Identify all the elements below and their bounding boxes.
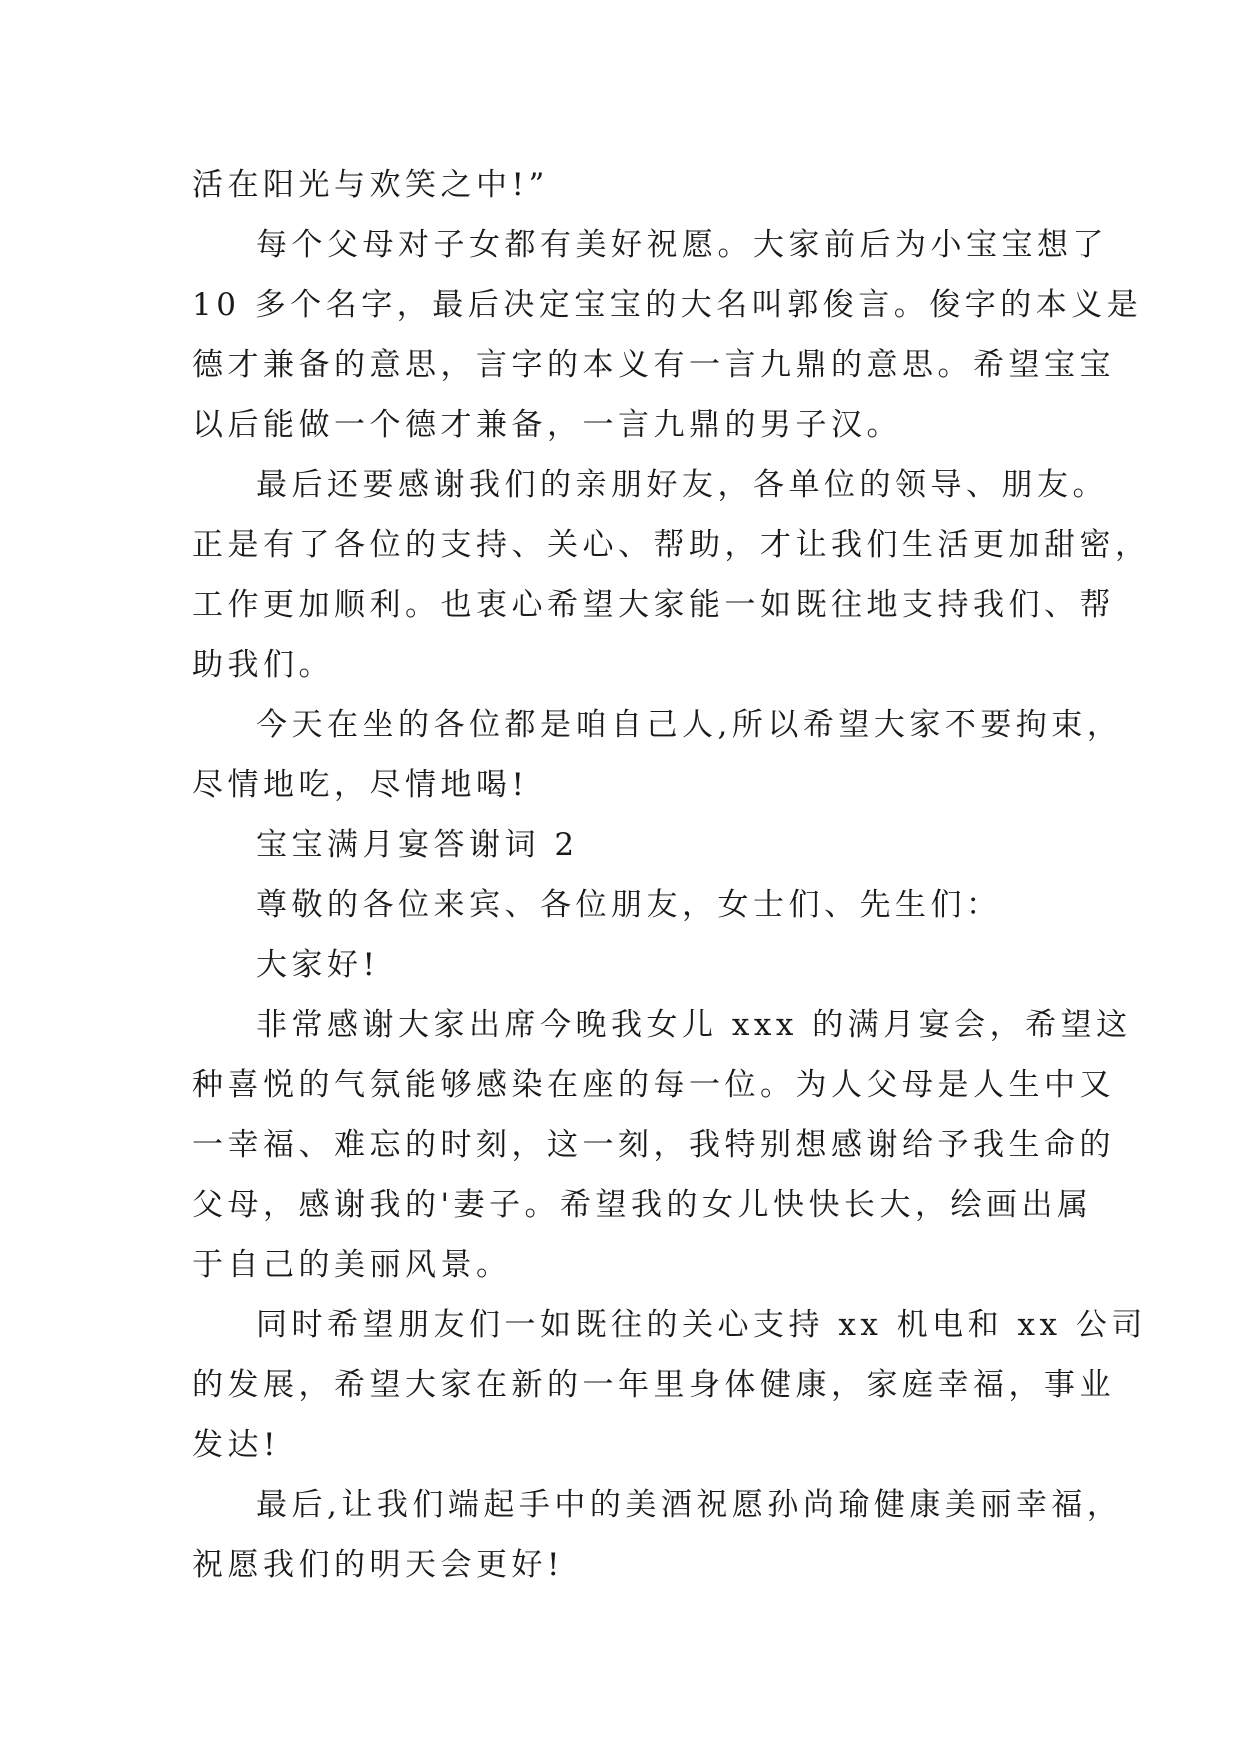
text-line: 祝愿我们的明天会更好! bbox=[192, 1547, 564, 1583]
text-line: 大家好! bbox=[256, 947, 380, 983]
paragraph-2 bbox=[192, 215, 1143, 455]
text-line: 尊敬的各位来宾、各位朋友，女士们、先生们： bbox=[256, 887, 1002, 923]
text-line: 同时希望朋友们一如既往的关心支持 xx 机电和 xx 公司 bbox=[256, 1307, 1147, 1343]
text-line: 一幸福、难忘的时刻，这一刻，我特别想感谢给予我生命的 bbox=[192, 1127, 1115, 1163]
text-line: 每个父母对子女都有美好祝愿。大家前后为小宝宝想了 bbox=[256, 227, 1108, 263]
text-line: 助我们。 bbox=[192, 647, 334, 683]
text-line: 最后,让我们端起手中的美酒祝愿孙尚瑜健康美丽幸福， bbox=[256, 1487, 1123, 1523]
text-line: 10 多个名字，最后决定宝宝的大名叫郭俊言。俊字的本义是 bbox=[192, 287, 1143, 323]
paragraph-9 bbox=[192, 1295, 1147, 1475]
salutation bbox=[192, 875, 1064, 935]
paragraph-4 bbox=[192, 695, 1123, 815]
text-line: 宝宝满月宴答谢词 2 bbox=[256, 827, 579, 863]
section-heading bbox=[192, 815, 1064, 875]
greeting bbox=[192, 935, 1064, 995]
text-line: 今天在坐的各位都是咱自己人,所以希望大家不要拘束， bbox=[256, 707, 1123, 743]
text-line: 发达! bbox=[192, 1427, 280, 1463]
text-line: 德才兼备的意思，言字的本义有一言九鼎的意思。希望宝宝 bbox=[192, 347, 1115, 383]
text-line: 最后还要感谢我们的亲朋好友，各单位的领导、朋友。 bbox=[256, 467, 1108, 503]
paragraph-3 bbox=[192, 455, 1151, 695]
text-line: 种喜悦的气氛能够感染在座的每一位。为人父母是人生中又 bbox=[192, 1067, 1115, 1103]
document-body bbox=[192, 155, 1151, 1595]
text-line: 的发展，希望大家在新的一年里身体健康，家庭幸福，事业 bbox=[192, 1367, 1115, 1403]
paragraph-10 bbox=[192, 1475, 1123, 1595]
text-line: 于自己的美丽风景。 bbox=[192, 1247, 512, 1283]
text-line: 活在阳光与欢笑之中!” bbox=[192, 167, 549, 203]
text-line: 父母，感谢我的'妻子。希望我的女儿快快长大，绘画出属 bbox=[192, 1187, 1093, 1223]
text-line: 正是有了各位的支持、关心、帮助，才让我们生活更加甜密， bbox=[192, 527, 1151, 563]
text-line: 非常感谢大家出席今晚我女儿 xxx 的满月宴会，希望这 bbox=[256, 1007, 1132, 1043]
text-line: 尽情地吃，尽情地喝! bbox=[192, 767, 529, 803]
text-line: 工作更加顺利。也衷心希望大家能一如既往地支持我们、帮 bbox=[192, 587, 1115, 623]
paragraph-1 bbox=[192, 155, 1064, 215]
text-line: 以后能做一个德才兼备，一言九鼎的男子汉。 bbox=[192, 407, 902, 443]
paragraph-8 bbox=[192, 995, 1132, 1295]
